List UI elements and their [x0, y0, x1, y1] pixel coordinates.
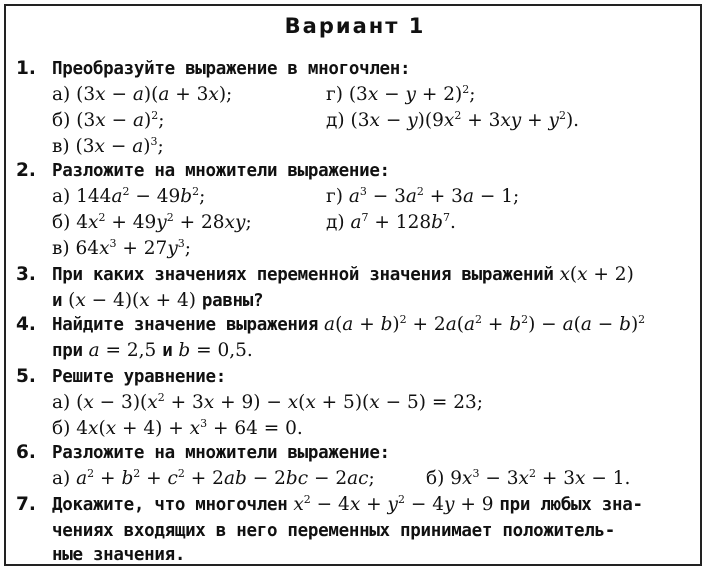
problem-3-expr-2: (x − 4)(x + 4)	[68, 290, 196, 311]
problem-4-line-2	[52, 338, 253, 364]
problem-4-prefix: при	[52, 341, 83, 361]
problem-1-item-a	[52, 82, 232, 108]
problem-1-number: 1.	[16, 58, 36, 79]
item-label: б)	[52, 110, 71, 131]
item-label: б)	[426, 468, 445, 489]
problem-2-instruction: Разложите на множители выражение:	[52, 161, 390, 181]
problem-1-item-b	[52, 108, 164, 134]
item-expr: $4x^2 + 49y^2 + 28xy$;	[76, 211, 252, 233]
item-label: а)	[52, 392, 71, 413]
item-label: д)	[326, 110, 345, 131]
problem-7-instruction-start: Докажите, что многочлен	[52, 495, 288, 515]
problem-6-item-a	[52, 466, 375, 492]
item-label: б)	[52, 418, 71, 439]
problem-3-tail: равны?	[201, 291, 264, 311]
problem-7-number: 7.	[16, 494, 36, 515]
problem-1-item-g	[326, 82, 475, 108]
problem-1-item-d	[326, 108, 579, 134]
problem-1-item-v	[52, 134, 164, 160]
problem-3-expr-1: x(x + 2)	[559, 264, 634, 285]
item-label: д)	[326, 212, 345, 233]
item-label: б)	[52, 212, 71, 233]
problem-3-line-2	[52, 288, 263, 314]
item-expr: $(x - 3)(x^2 + 3x + 9) - x(x + 5)(x - 5) = 23$;	[76, 391, 483, 413]
problem-4-and: и	[162, 341, 173, 361]
item-label: г)	[326, 186, 343, 207]
problem-2-item-a	[52, 184, 205, 210]
item-expr: $9x^3 - 3x^2 + 3x - 1$.	[450, 467, 631, 489]
problem-2-item-b	[52, 210, 252, 236]
problem-3-and: и	[52, 291, 63, 311]
item-label: а)	[52, 186, 71, 207]
problem-6-number: 6.	[16, 442, 36, 463]
item-expr: $a^2 + b^2 + c^2 + 2ab - 2bc - 2ac$;	[76, 467, 375, 489]
item-label: г)	[326, 84, 343, 105]
item-expr: $a^7 + 128b^7$.	[350, 211, 456, 233]
item-expr: $a^3 - 3a^2 + 3a - 1$;	[348, 185, 520, 207]
problem-5-item-b	[52, 416, 303, 442]
item-expr: $(3x - y + 2)^2$;	[348, 83, 476, 105]
problem-6-item-b	[426, 466, 630, 492]
problem-4-number: 4.	[16, 314, 36, 335]
problem-4-value-a: a = 2,5	[88, 340, 157, 361]
page-title: Вариант 1	[284, 14, 426, 38]
worksheet	[4, 4, 702, 566]
problem-3-instruction: При каких значениях переменной значения выражений	[52, 265, 554, 285]
problem-5-item-a	[52, 390, 483, 416]
item-label: а)	[52, 468, 71, 489]
problem-3-number: 3.	[16, 264, 36, 285]
item-label: в)	[52, 136, 70, 157]
item-label: в)	[52, 238, 70, 259]
item-expr: (3x − a)(a + 3x);	[76, 84, 233, 105]
item-expr: $144a^2 - 49b^2$;	[76, 185, 206, 207]
problem-2-number: 2.	[16, 160, 36, 181]
problem-2-item-g	[326, 184, 519, 210]
problem-2-item-v	[52, 236, 191, 262]
problem-6-instruction: Разложите на множители выражение:	[52, 443, 390, 463]
problem-5-number: 5.	[16, 366, 36, 387]
item-expr: $64x^3 + 27y^3$;	[75, 237, 192, 259]
problem-7-expr: $x^2 - 4x + y^2 - 4y + 9$	[293, 493, 494, 515]
item-expr: $(3x - y)(9x^2 + 3xy + y^2)$.	[350, 109, 580, 131]
problem-4-value-b: b = 0,5.	[178, 340, 253, 361]
problem-7-line-3: ные значения.	[52, 545, 186, 565]
problem-7-line-1	[52, 492, 643, 518]
problem-1-instruction: Преобразуйте выражение в многочлен:	[52, 59, 411, 79]
problem-7-line-2: чениях входящих в него переменных принимает положитель-	[52, 521, 615, 541]
problem-4-expr: $a(a + b)^2 + 2a(a^2 + b^2) - a(a - b)^2$	[324, 313, 646, 335]
item-expr: $(3x - a)^2$;	[76, 109, 165, 131]
problem-7-instruction-end: при любых зна-	[499, 495, 643, 515]
problem-4-instruction: Найдите значение выражения	[52, 315, 319, 335]
item-label: а)	[52, 84, 71, 105]
item-expr: $4x(x + 4) + x^3 + 64 = 0$.	[76, 417, 303, 439]
problem-4-line-1	[52, 312, 645, 338]
item-expr: $(3x - a)^3$;	[75, 135, 164, 157]
problem-5-instruction: Решите уравнение:	[52, 367, 227, 387]
problem-3-line-1	[52, 262, 634, 288]
problem-2-item-d	[326, 210, 456, 236]
